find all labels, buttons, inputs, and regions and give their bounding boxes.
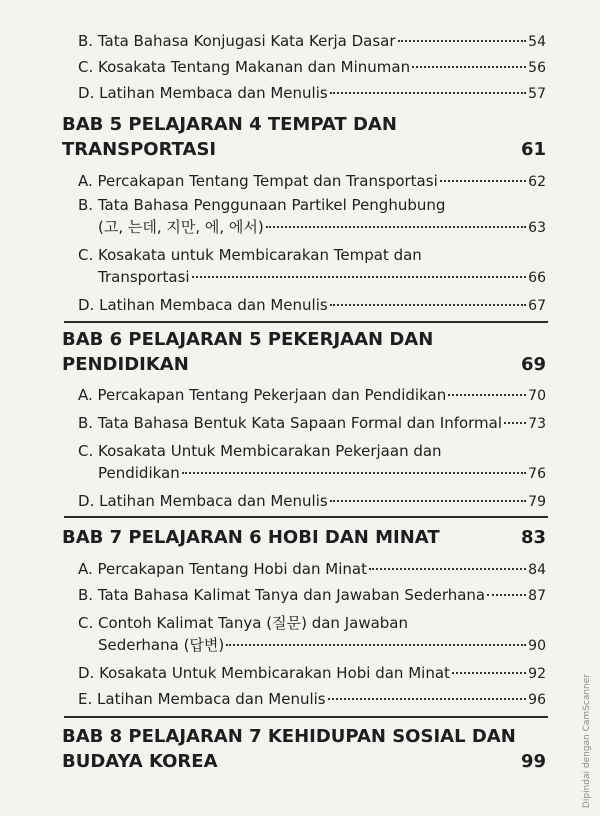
chapter-title-line2: PENDIDIKAN — [62, 354, 189, 375]
toc-entry[interactable] — [78, 82, 546, 105]
chapter-page: 83 — [520, 527, 546, 548]
entry-page: 67 — [528, 298, 546, 314]
chapter-page: 61 — [520, 139, 546, 160]
entry-page: 90 — [528, 638, 546, 654]
dot-leader — [266, 226, 526, 228]
entry-label: D. Latihan Membaca dan Menulis — [78, 296, 328, 314]
entry-label: B. Tata Bahasa Konjugasi Kata Kerja Dasar — [78, 32, 396, 50]
entry-label: D. Kosakata Untuk Membicarakan Hobi dan Minat — [78, 664, 450, 682]
entry-page: 87 — [528, 588, 546, 604]
chapter-title: BAB 7 PELAJARAN 6 HOBI DAN MINAT — [62, 527, 440, 548]
chapter-page: 99 — [520, 751, 546, 772]
toc-entry[interactable] — [78, 56, 546, 79]
dot-leader — [330, 500, 526, 502]
entry-page: 79 — [528, 494, 546, 510]
toc-entry[interactable] — [78, 244, 546, 289]
entry-label-cont: Sederhana (답변) — [98, 636, 225, 654]
entry-page: 92 — [528, 666, 546, 682]
toc-entry[interactable] — [78, 170, 546, 193]
entry-label: C. Kosakata untuk Membicarakan Tempat dan — [78, 246, 422, 264]
entry-label: D. Latihan Membaca dan Menulis — [78, 84, 328, 102]
chapter-heading-bab5[interactable] — [62, 112, 546, 162]
entry-page: 76 — [528, 466, 546, 482]
entry-label: D. Latihan Membaca dan Menulis — [78, 492, 328, 510]
entry-page: 96 — [528, 692, 546, 708]
toc-entry[interactable] — [78, 384, 546, 407]
toc-entry[interactable] — [78, 294, 546, 317]
entry-label: B. Tata Bahasa Bentuk Kata Sapaan Formal dan Informal — [78, 414, 503, 432]
entry-label-cont: Transportasi — [98, 268, 190, 286]
entry-page: 63 — [528, 220, 546, 236]
chapter-title-line2: BUDAYA KOREA — [62, 751, 218, 772]
dot-leader — [226, 644, 526, 646]
toc-entry[interactable] — [78, 584, 546, 607]
chapter-page: 69 — [520, 354, 546, 375]
entry-label: C. Kosakata Untuk Membicarakan Pekerjaan dan — [78, 442, 442, 460]
entry-label: E. Latihan Membaca dan Menulis — [78, 690, 326, 708]
entry-page: 62 — [528, 174, 546, 190]
section-divider — [64, 321, 548, 323]
dot-leader — [398, 40, 527, 42]
toc-entry[interactable] — [78, 662, 546, 685]
chapter-heading-bab7[interactable] — [62, 525, 546, 550]
dot-leader — [440, 180, 526, 182]
dot-leader — [487, 594, 526, 596]
chapter-heading-bab8[interactable] — [62, 724, 546, 774]
dot-leader — [452, 672, 526, 674]
entry-label: A. Percakapan Tentang Tempat dan Transportasi — [78, 172, 438, 190]
toc-entry[interactable] — [78, 440, 546, 485]
section-divider — [64, 516, 548, 518]
scanner-watermark: Dipindai dengan CamScanner — [582, 673, 592, 808]
section-divider — [64, 716, 548, 718]
dot-leader — [448, 394, 526, 396]
dot-leader — [330, 304, 526, 306]
toc-entry[interactable] — [78, 490, 546, 513]
chapter-heading-bab6[interactable] — [62, 327, 546, 377]
entry-label: C. Kosakata Tentang Makanan dan Minuman — [78, 58, 411, 76]
entry-label: A. Percakapan Tentang Hobi dan Minat — [78, 560, 367, 578]
entry-label: B. Tata Bahasa Kalimat Tanya dan Jawaban Sederhana — [78, 586, 486, 604]
chapter-title-line1: BAB 8 PELAJARAN 7 KEHIDUPAN SOSIAL DAN — [62, 726, 516, 747]
entry-label: B. Tata Bahasa Penggunaan Partikel Penghubung — [78, 196, 446, 214]
toc-entry[interactable] — [78, 612, 546, 657]
toc-entry[interactable] — [78, 688, 546, 711]
toc-entry[interactable] — [78, 412, 546, 435]
entry-label-cont: (고, 는데, 지만, 에, 에서) — [98, 218, 264, 236]
chapter-title-line2: TRANSPORTASI — [62, 139, 217, 160]
entry-page: 66 — [528, 270, 546, 286]
toc-entry[interactable] — [78, 558, 546, 581]
entry-page: 57 — [528, 86, 546, 102]
dot-leader — [369, 568, 526, 570]
dot-leader — [328, 698, 527, 700]
entry-label: C. Contoh Kalimat Tanya (질문) dan Jawaban — [78, 614, 409, 632]
entry-page: 54 — [528, 34, 546, 50]
entry-page: 70 — [528, 388, 546, 404]
entry-page: 84 — [528, 562, 546, 578]
entry-page: 56 — [528, 60, 546, 76]
entry-page: 73 — [528, 416, 546, 432]
dot-leader — [412, 66, 526, 68]
entry-label-cont: Pendidikan — [98, 464, 180, 482]
toc-entry[interactable] — [78, 30, 546, 53]
entry-label: A. Percakapan Tentang Pekerjaan dan Pendidikan — [78, 386, 447, 404]
dot-leader — [330, 92, 526, 94]
dot-leader — [182, 472, 526, 474]
chapter-title-line1: BAB 5 PELAJARAN 4 TEMPAT DAN — [62, 114, 397, 135]
toc-entry[interactable] — [78, 194, 546, 239]
dot-leader — [504, 422, 526, 424]
chapter-title-line1: BAB 6 PELAJARAN 5 PEKERJAAN DAN — [62, 329, 434, 350]
dot-leader — [192, 276, 527, 278]
